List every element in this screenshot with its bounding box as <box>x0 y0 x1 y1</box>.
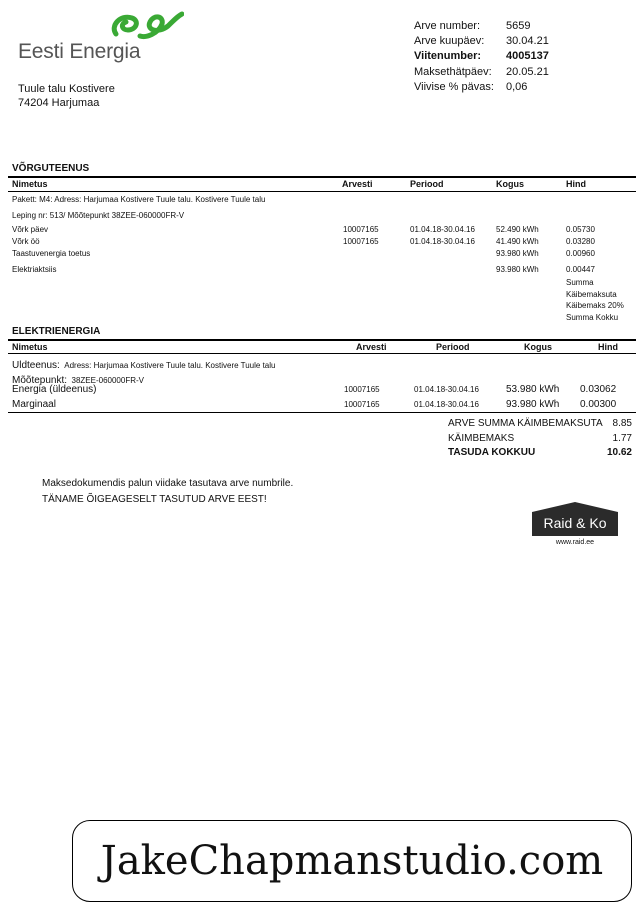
table-row-kogus: 93.980 kWh <box>506 399 560 410</box>
meta-value: 4005137 <box>506 50 549 63</box>
meta-label: Maksethätpäev: <box>414 65 492 78</box>
meta-row <box>414 19 549 34</box>
col-periood: Periood <box>436 342 470 352</box>
table-row-hind: 0.05730 <box>566 225 595 234</box>
table-row-periood: 01.04.18-30.04.16 <box>410 237 475 246</box>
customer-name: Tuule talu Kostivere <box>18 83 115 95</box>
summary-label: Summa <box>566 278 594 287</box>
summary-labels <box>566 277 624 323</box>
customer-address <box>18 82 115 110</box>
table-row-kogus: 52.490 kWh <box>496 225 539 234</box>
table-row-name: Elektriaktsiis <box>12 265 57 274</box>
col-kogus: Kogus <box>496 179 524 189</box>
totals-label: TASUDA KOKKUU <box>448 447 536 458</box>
meta-label: Viivise % pävas: <box>414 80 494 93</box>
table-row-arvesti: 10007165 <box>344 385 380 394</box>
totals-label: ARVE SUMMA KÄIMBEMAKSUTA <box>448 418 603 429</box>
table-row-kogus: 53.980 kWh <box>506 384 560 395</box>
issuer-url: www.raid.ee <box>555 539 595 546</box>
issuer-name: Raid & Ko <box>543 515 607 531</box>
section-title-elektrienergia: ELEKTRIENERGIA <box>12 326 101 337</box>
table-row-periood: 01.04.18-30.04.16 <box>414 385 479 394</box>
meta-value: 20.05.21 <box>506 65 549 78</box>
col-arvesti: Arvesti <box>356 342 387 352</box>
meta-label: Arve number: <box>414 20 481 32</box>
meta-row <box>414 49 549 64</box>
package-info: Pakett: M4: Adress: Harjumaa Kostivere Tuule talu. Kostivere Tuule talu <box>12 195 266 204</box>
totals-value: 8.85 <box>612 418 632 429</box>
col-periood: Periood <box>410 179 444 189</box>
table-row-arvesti: 10007165 <box>344 400 380 409</box>
invoice-totals <box>448 417 632 461</box>
table-row-kogus: 93.980 kWh <box>496 249 539 258</box>
vorguteenus-table-header <box>8 178 636 190</box>
brand-name: Eesti Energia <box>18 40 141 63</box>
header-bottom-rule <box>8 191 636 192</box>
col-arvesti: Arvesti <box>342 179 373 189</box>
totals-row <box>448 446 632 461</box>
meta-row <box>414 34 549 49</box>
col-hind: Hind <box>598 342 618 352</box>
payment-message <box>42 476 293 508</box>
meta-row <box>414 65 549 80</box>
totals-value: 1.77 <box>612 432 632 444</box>
table-end-rule <box>8 412 636 413</box>
table-row-name: Marginaal <box>12 399 56 410</box>
col-nimetus: Nimetus <box>12 342 48 352</box>
message-line-2: TÄNAME ÕIGEAGESELT TASUTUD ARVE EEST! <box>42 494 267 505</box>
col-nimetus: Nimetus <box>12 179 48 189</box>
meta-label: Arve kuupäev: <box>414 35 485 48</box>
summary-label: Käibemaksuta <box>566 289 617 299</box>
meta-value: 30.04.21 <box>506 35 549 48</box>
table-row-hind: 0.00960 <box>566 249 595 258</box>
service-label: Uldteenus: <box>12 360 60 371</box>
meta-label: Viitenumber: <box>414 50 482 63</box>
table-row-periood: 01.04.18-30.04.16 <box>410 225 475 234</box>
table-row-hind: 0.00300 <box>580 399 617 410</box>
summary-label: Käibemaks 20% <box>566 301 624 310</box>
meta-row <box>414 80 549 95</box>
service-detail: Adress: Harjumaa Kostivere Tuule talu. Kostivere Tuule talu <box>64 361 276 370</box>
section-title-vorguteenus: VÕRGUTEENUS <box>12 163 90 174</box>
totals-label: KÄIMBEMAKS <box>448 432 515 444</box>
totals-row <box>448 432 632 447</box>
table-row-periood: 01.04.18-30.04.16 <box>414 400 479 409</box>
table-row-hind: 0.03062 <box>580 384 617 395</box>
totals-value: 10.62 <box>606 447 632 458</box>
watermark-banner: JakeChapmanstudio.com <box>72 820 632 902</box>
table-row-arvesti: 10007165 <box>343 225 379 234</box>
meta-value: 0,06 <box>506 80 528 93</box>
header-bottom-rule-2 <box>8 353 636 354</box>
message-line-1: Maksedokumendis palun viidake tasutava arve numbrile. <box>42 478 294 489</box>
contract-info: Leping nr: 513/ Mõõtepunkt 38ZEE-060000FR-V <box>12 211 185 220</box>
raid-ko-logo <box>532 502 618 536</box>
meter-label: Mõõtepunkt: <box>12 375 68 386</box>
table-row-kogus: 93.980 kWh <box>496 265 539 274</box>
table-row-hind: 0.03280 <box>566 237 595 246</box>
totals-row <box>448 417 632 432</box>
table-row-name: Energia (üldeenus) <box>12 384 97 395</box>
elektrienergia-table-header <box>8 341 636 353</box>
col-kogus: Kogus <box>524 342 552 352</box>
col-hind: Hind <box>566 179 586 189</box>
summary-label: Summa Kokku <box>566 312 619 322</box>
table-row-name: Võrk öö <box>12 237 40 246</box>
table-row-name: Taastuvenergia toetus <box>12 249 91 258</box>
table-row-hind: 0.00447 <box>566 265 595 274</box>
meter-value: 38ZEE-060000FR-V <box>71 376 144 385</box>
meta-value: 5659 <box>506 20 531 32</box>
table-row-arvesti: 10007165 <box>343 237 379 246</box>
logo-notch <box>532 502 618 512</box>
table-row-name: Võrk päev <box>12 225 49 234</box>
customer-postal: 74204 Harjumaa <box>18 97 100 109</box>
table-row-kogus: 41.490 kWh <box>496 237 539 246</box>
invoice-meta <box>414 19 549 95</box>
eesti-energia-logo-icon <box>106 8 184 44</box>
